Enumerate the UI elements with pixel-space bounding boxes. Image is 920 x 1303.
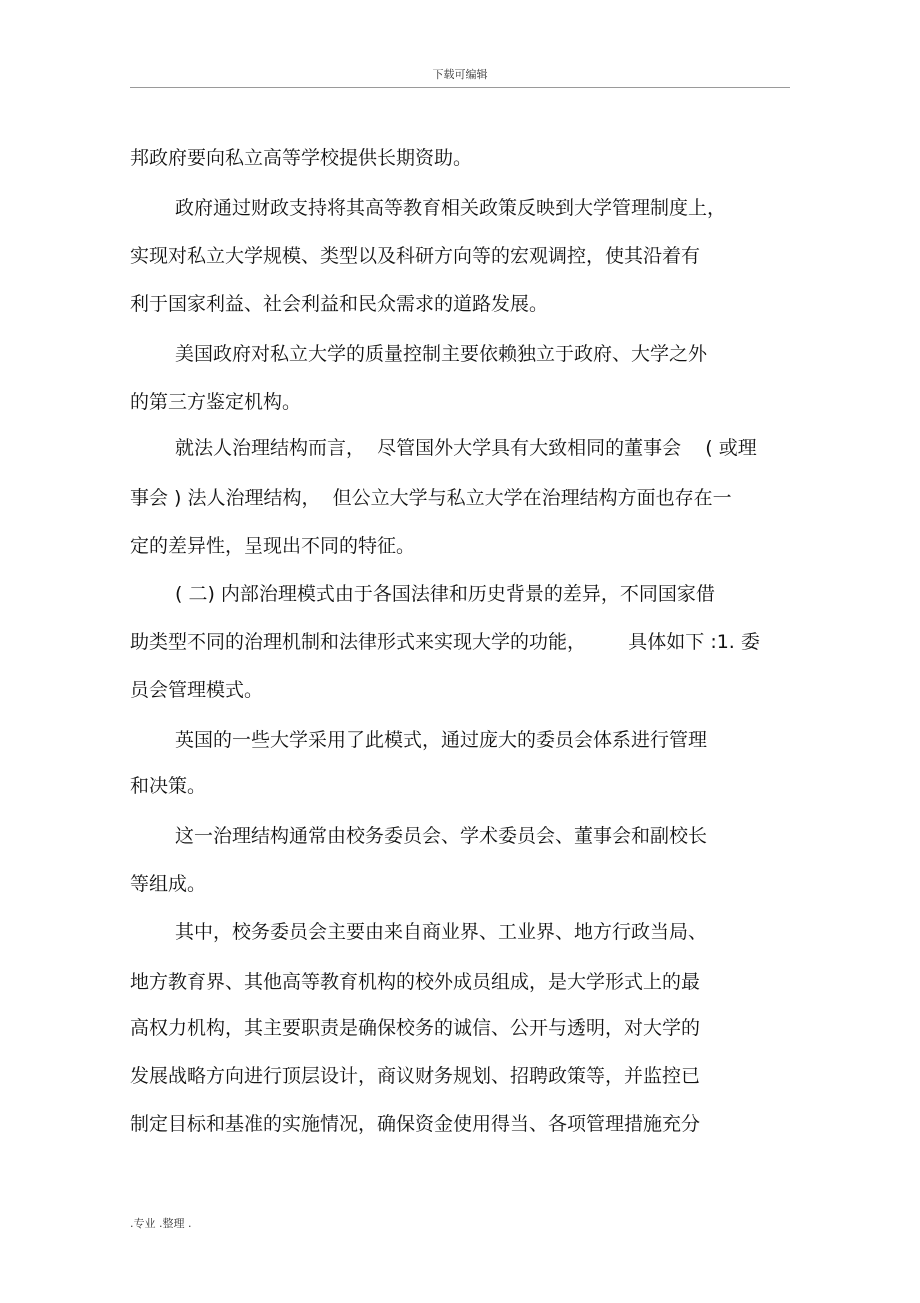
text-line: 的第三方鉴定机构。: [130, 391, 302, 413]
text-line: 高权力机构，其主要职责是确保校务的诚信、公开与透明，对大学的: [130, 1017, 701, 1039]
text-line: 这一治理结构通常由校务委员会、学术委员会、董事会和副校长: [175, 825, 708, 847]
text-line: 就法人治理结构而言， 尽管国外大学具有大致相同的董事会 ( 或理: [175, 437, 757, 459]
text-line: 和决策。: [130, 775, 207, 797]
text-line: 助类型不同的治理机制和法律形式来实现大学的功能， 具体如下 :1. 委: [130, 631, 760, 653]
text-line: 地方教育界、其他高等教育机构的校外成员组成，是大学形式上的最: [130, 971, 701, 993]
text-line: 等组成。: [130, 873, 207, 895]
text-line: 其中，校务委员会主要由来自商业界、工业界、地方行政当局、: [175, 921, 708, 943]
text-line: 实现对私立大学规模、类型以及科研方向等的宏观调控，使其沿着有: [130, 245, 701, 267]
text-line: ( 二) 内部治理模式由于各国法律和历史背景的差异，不同国家借: [175, 583, 715, 605]
text-line: 美国政府对私立大学的质量控制主要依赖独立于政府、大学之外: [175, 343, 708, 365]
text-line: 员会管理模式。: [130, 679, 264, 701]
text-line: 英国的一些大学采用了此模式，通过庞大的委员会体系进行管理: [175, 729, 708, 751]
page-header: 下载可编辑: [432, 68, 488, 81]
text-line: 政府通过财政支持将其高等教育相关政策反映到大学管理制度上，: [175, 197, 727, 219]
text-line: 邦政府要向私立高等学校提供长期资助。: [130, 147, 473, 169]
text-line: 定的差异性，呈现出不同的特征。: [130, 535, 416, 557]
page-footer: .专业 .整理 .: [130, 1217, 192, 1230]
text-line: 事会 ) 法人治理结构， 但公立大学与私立大学在治理结构方面也存在一: [130, 487, 732, 509]
text-line: 发展战略方向进行顶层设计，商议财务规划、招聘政策等，并监控已: [130, 1065, 701, 1087]
text-line: 制定目标和基准的实施情况，确保资金使用得当、各项管理措施充分: [130, 1113, 701, 1135]
text-line: 利于国家利益、社会利益和民众需求的道路发展。: [130, 293, 549, 315]
header-divider: [130, 87, 790, 88]
